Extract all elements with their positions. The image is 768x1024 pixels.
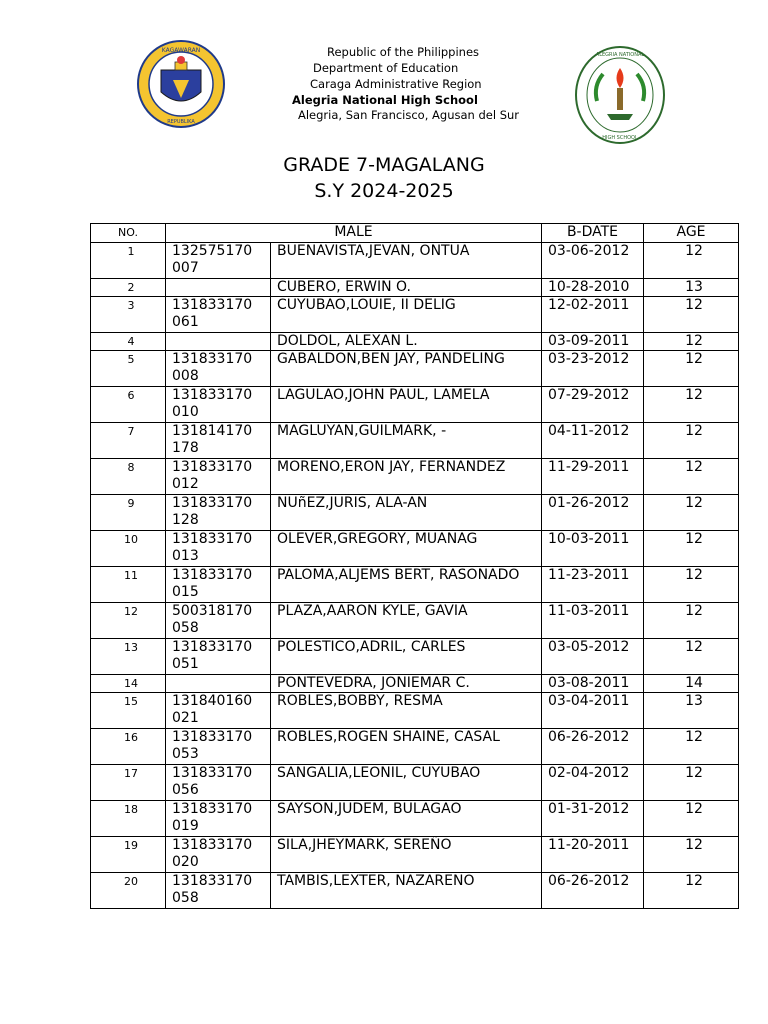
cell-lrn: 131833170 020 bbox=[166, 837, 271, 873]
table-row bbox=[91, 495, 739, 531]
cell-no: 6 bbox=[91, 387, 166, 423]
table-row bbox=[91, 729, 739, 765]
svg-text:HIGH SCHOOL: HIGH SCHOOL bbox=[602, 135, 638, 141]
cell-name: POLESTICO,ADRIL, CARLES bbox=[271, 639, 542, 675]
cell-age: 12 bbox=[644, 639, 739, 675]
cell-bdate: 10-03-2011 bbox=[542, 531, 644, 567]
cell-bdate: 11-23-2011 bbox=[542, 567, 644, 603]
header-republic: Republic of the Philippines bbox=[327, 45, 480, 59]
cell-name: PLAZA,AARON KYLE, GAVIA bbox=[271, 603, 542, 639]
cell-no: 8 bbox=[91, 459, 166, 495]
cell-lrn: 131833170 015 bbox=[166, 567, 271, 603]
deped-seal-logo bbox=[137, 40, 225, 128]
table-row bbox=[91, 693, 739, 729]
cell-no: 9 bbox=[91, 495, 166, 531]
title-school-year: S.Y 2024-2025 bbox=[314, 180, 454, 202]
table-row bbox=[91, 531, 739, 567]
cell-bdate: 11-29-2011 bbox=[542, 459, 644, 495]
table-row bbox=[91, 765, 739, 801]
cell-age: 12 bbox=[644, 873, 739, 909]
cell-age: 12 bbox=[644, 765, 739, 801]
cell-name: ROBLES,BOBBY, RESMA bbox=[271, 693, 542, 729]
cell-age: 12 bbox=[644, 531, 739, 567]
cell-lrn: 131833170 019 bbox=[166, 801, 271, 837]
header-bdate: B-DATE bbox=[542, 224, 644, 243]
svg-text:REPUBLIKA: REPUBLIKA bbox=[167, 119, 195, 125]
header-region: Caraga Administrative Region bbox=[310, 77, 482, 91]
cell-name: GABALDON,BEN JAY, PANDELING bbox=[271, 351, 542, 387]
cell-lrn: 131833170 053 bbox=[166, 729, 271, 765]
table-row bbox=[91, 297, 739, 333]
cell-age: 12 bbox=[644, 387, 739, 423]
cell-lrn bbox=[166, 279, 271, 297]
cell-age: 12 bbox=[644, 351, 739, 387]
title-grade-section: GRADE 7-MAGALANG bbox=[283, 154, 485, 176]
table-row bbox=[91, 567, 739, 603]
cell-lrn: 131833170 051 bbox=[166, 639, 271, 675]
cell-age: 13 bbox=[644, 693, 739, 729]
table-row bbox=[91, 639, 739, 675]
cell-name: BUENAVISTA,JEVAN, ONTUA bbox=[271, 243, 542, 279]
cell-no: 3 bbox=[91, 297, 166, 333]
header-age: AGE bbox=[644, 224, 739, 243]
cell-bdate: 12-02-2011 bbox=[542, 297, 644, 333]
table-header-row bbox=[91, 224, 739, 243]
cell-bdate: 03-08-2011 bbox=[542, 675, 644, 693]
cell-lrn: 500318170 058 bbox=[166, 603, 271, 639]
cell-bdate: 11-03-2011 bbox=[542, 603, 644, 639]
table-row bbox=[91, 333, 739, 351]
cell-no: 17 bbox=[91, 765, 166, 801]
cell-lrn: 131833170 056 bbox=[166, 765, 271, 801]
cell-bdate: 06-26-2012 bbox=[542, 729, 644, 765]
cell-no: 20 bbox=[91, 873, 166, 909]
cell-bdate: 06-26-2012 bbox=[542, 873, 644, 909]
cell-name: MAGLUYAN,GUILMARK, - bbox=[271, 423, 542, 459]
cell-bdate: 01-31-2012 bbox=[542, 801, 644, 837]
cell-age: 12 bbox=[644, 333, 739, 351]
cell-bdate: 01-26-2012 bbox=[542, 495, 644, 531]
cell-bdate: 03-06-2012 bbox=[542, 243, 644, 279]
table-row bbox=[91, 837, 739, 873]
cell-lrn: 131833170 128 bbox=[166, 495, 271, 531]
cell-name: MORENO,ERON JAY, FERNANDEZ bbox=[271, 459, 542, 495]
cell-bdate: 04-11-2012 bbox=[542, 423, 644, 459]
cell-age: 12 bbox=[644, 459, 739, 495]
document-title bbox=[0, 152, 768, 204]
cell-age: 12 bbox=[644, 603, 739, 639]
cell-no: 12 bbox=[91, 603, 166, 639]
school-seal-logo bbox=[575, 46, 665, 144]
header-male: MALE bbox=[166, 224, 542, 243]
cell-age: 13 bbox=[644, 279, 739, 297]
cell-no: 10 bbox=[91, 531, 166, 567]
cell-lrn: 131833170 012 bbox=[166, 459, 271, 495]
cell-name: ROBLES,ROGEN SHAINE, CASAL bbox=[271, 729, 542, 765]
cell-no: 19 bbox=[91, 837, 166, 873]
cell-bdate: 03-23-2012 bbox=[542, 351, 644, 387]
cell-no: 11 bbox=[91, 567, 166, 603]
cell-name: TAMBIS,LEXTER, NAZARENO bbox=[271, 873, 542, 909]
svg-text:KAGAWARAN: KAGAWARAN bbox=[161, 47, 201, 54]
cell-name: DOLDOL, ALEXAN L. bbox=[271, 333, 542, 351]
table-row bbox=[91, 279, 739, 297]
cell-no: 18 bbox=[91, 801, 166, 837]
cell-no: 5 bbox=[91, 351, 166, 387]
header-department: Department of Education bbox=[313, 61, 459, 75]
cell-age: 12 bbox=[644, 729, 739, 765]
table-row bbox=[91, 387, 739, 423]
cell-age: 12 bbox=[644, 567, 739, 603]
cell-bdate: 11-20-2011 bbox=[542, 837, 644, 873]
table-row bbox=[91, 423, 739, 459]
header-school-name: Alegria National High School bbox=[292, 93, 478, 107]
cell-name: OLEVER,GREGORY, MUANAG bbox=[271, 531, 542, 567]
cell-no: 14 bbox=[91, 675, 166, 693]
table-row bbox=[91, 801, 739, 837]
cell-no: 7 bbox=[91, 423, 166, 459]
cell-name: SILA,JHEYMARK, SEREÑO bbox=[271, 837, 542, 873]
student-roster-table bbox=[90, 223, 739, 909]
cell-no: 16 bbox=[91, 729, 166, 765]
cell-age: 12 bbox=[644, 495, 739, 531]
cell-lrn bbox=[166, 675, 271, 693]
cell-lrn: 131814170 178 bbox=[166, 423, 271, 459]
cell-no: 15 bbox=[91, 693, 166, 729]
table-row bbox=[91, 459, 739, 495]
table-row bbox=[91, 351, 739, 387]
cell-age: 12 bbox=[644, 837, 739, 873]
cell-lrn bbox=[166, 333, 271, 351]
svg-text:ALEGRIA NATIONAL: ALEGRIA NATIONAL bbox=[595, 52, 645, 58]
cell-no: 2 bbox=[91, 279, 166, 297]
cell-age: 12 bbox=[644, 243, 739, 279]
cell-lrn: 132575170 007 bbox=[166, 243, 271, 279]
cell-age: 14 bbox=[644, 675, 739, 693]
cell-age: 12 bbox=[644, 423, 739, 459]
table-row bbox=[91, 675, 739, 693]
cell-name: CUBERO, ERWIN O. bbox=[271, 279, 542, 297]
cell-bdate: 03-04-2011 bbox=[542, 693, 644, 729]
header-no: NO. bbox=[91, 224, 166, 243]
cell-lrn: 131833170 061 bbox=[166, 297, 271, 333]
cell-lrn: 131833170 008 bbox=[166, 351, 271, 387]
cell-name: SANGALIA,LEONIL, CUYUBAO bbox=[271, 765, 542, 801]
cell-no: 4 bbox=[91, 333, 166, 351]
cell-lrn: 131840160 021 bbox=[166, 693, 271, 729]
cell-name: SAYSON,JUDEM, BULAGAO bbox=[271, 801, 542, 837]
cell-bdate: 02-04-2012 bbox=[542, 765, 644, 801]
cell-no: 1 bbox=[91, 243, 166, 279]
cell-lrn: 131833170 010 bbox=[166, 387, 271, 423]
cell-name: CUYUBAO,LOUIE, II DELIG bbox=[271, 297, 542, 333]
cell-bdate: 10-28-2010 bbox=[542, 279, 644, 297]
cell-name: NUñEZ,JURIS, ALA-AN bbox=[271, 495, 542, 531]
cell-lrn: 131833170 013 bbox=[166, 531, 271, 567]
cell-no: 13 bbox=[91, 639, 166, 675]
table-row bbox=[91, 873, 739, 909]
cell-name: LAGULAO,JOHN PAUL, LAMELA bbox=[271, 387, 542, 423]
table-row bbox=[91, 603, 739, 639]
cell-name: PALOMA,ALJEMS BERT, RASONADO bbox=[271, 567, 542, 603]
cell-age: 12 bbox=[644, 801, 739, 837]
cell-bdate: 03-09-2011 bbox=[542, 333, 644, 351]
cell-name: PONTEVEDRA, JONIEMAR C. bbox=[271, 675, 542, 693]
cell-bdate: 07-29-2012 bbox=[542, 387, 644, 423]
cell-lrn: 131833170 058 bbox=[166, 873, 271, 909]
cell-bdate: 03-05-2012 bbox=[542, 639, 644, 675]
header-address: Alegria, San Francisco, Agusan del Sur bbox=[298, 108, 520, 122]
cell-age: 12 bbox=[644, 297, 739, 333]
table-row bbox=[91, 243, 739, 279]
